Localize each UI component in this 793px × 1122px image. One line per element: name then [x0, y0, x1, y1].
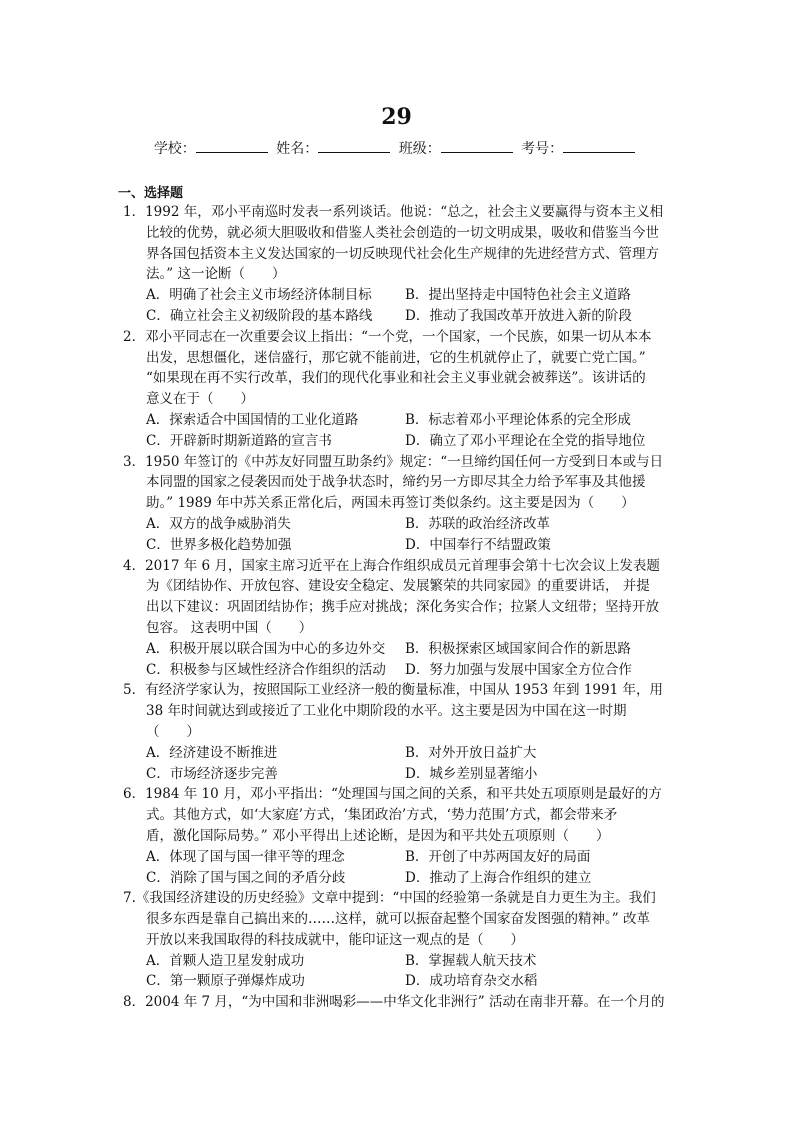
- question-stem-continued: 为《团结协作、开放包容、建设安全稳定、发展繁荣的共同家园》的重要讲话， 并提: [146, 578, 650, 595]
- name-label: 姓名：: [276, 141, 319, 157]
- option-row: [118, 285, 678, 306]
- question-7: [118, 888, 678, 992]
- question-stem-continued: 38 年时间就达到或接近了工业化中期阶段的水平。这主要是因为中国在这一时期: [146, 703, 627, 720]
- question-stem: 6．1984 年 10 月，邓小平指出：“处理国与国之间的关系，和平共处五项原则是最好的方: [123, 786, 662, 803]
- answer-option[interactable]: A．经济建设不断推进: [146, 744, 278, 761]
- question-stem: 7.《我国经济建设的历史经验》文章中提到：“中国的经验第一条就是自力更生为主。我们: [123, 890, 656, 907]
- exam-number-label: 考号：: [521, 141, 564, 157]
- question-stem-continued: 包容。 这表明中国（ ）: [146, 619, 313, 636]
- question-6: [118, 784, 678, 888]
- answer-option[interactable]: B．开创了中苏两国友好的局面: [405, 848, 591, 865]
- option-row: [118, 431, 678, 452]
- option-row: [118, 410, 678, 431]
- question-stem-continued: “如果现在再不实行改革，我们的现代化事业和社会主义事业就会被葬送”。该讲话的: [146, 370, 646, 387]
- exam-number-blank[interactable]: [563, 138, 635, 153]
- question-3: [118, 452, 678, 556]
- option-row: [118, 951, 678, 972]
- student-info-row: [0, 138, 793, 158]
- question-stem-continued: 式。其他方式，如‘大家庭’方式，‘集团政治’方式，‘势力范围’方式，都会带来矛: [146, 807, 618, 824]
- question-stem-continued: 比较的优势，就必须大胆吸收和借鉴人类社会创造的一切文明成果，吸收和借鉴当今世: [146, 224, 659, 241]
- name-blank[interactable]: [318, 138, 390, 153]
- question-stem-continued: （ ）: [146, 723, 200, 740]
- answer-option[interactable]: D．推动了我国改革开放进入新的阶段: [405, 307, 632, 324]
- answer-option[interactable]: C．消除了国与国之间的矛盾分歧: [146, 869, 346, 886]
- option-row: [118, 639, 678, 660]
- question-stem-continued: 助。” 1989 年中苏关系正常化后，两国未再签订类似条约。这主要是因为（ ）: [146, 495, 635, 512]
- answer-option[interactable]: C．第一颗原子弹爆炸成功: [146, 973, 305, 990]
- question-stem-continued: 本同盟的国家之侵袭因而处于战争状态时，缔约另一方即尽其全力给予军事及其他援: [146, 474, 646, 491]
- answer-option[interactable]: C．确立社会主义初级阶段的基本路线: [146, 307, 373, 324]
- section-heading: 一、选择题: [118, 186, 184, 201]
- question-5: [118, 680, 678, 784]
- option-row: [118, 971, 678, 992]
- answer-option[interactable]: B．苏联的政治经济改革: [405, 515, 550, 532]
- question-8: [118, 992, 678, 1013]
- question-stem-continued: 盾，激化国际局势。” 邓小平得出上述论断，是因为和平共处五项原则（ ）: [146, 827, 610, 844]
- question-stem: 8．2004 年 7 月，“为中国和非洲喝彩——中华文化非洲行” 活动在南非开幕。在一个月的: [123, 994, 665, 1011]
- question-stem: 5．有经济学家认为，按照国际工业经济一般的衡量标准，中国从 1953 年到 1991 年，用: [123, 682, 663, 699]
- answer-option[interactable]: A．明确了社会主义市场经济体制目标: [146, 287, 372, 304]
- question-stem-continued: 意义在于（ ）: [146, 391, 254, 408]
- answer-option[interactable]: B．积极探索区域国家间合作的新思路: [405, 640, 631, 657]
- answer-option[interactable]: B．标志着邓小平理论体系的完全形成: [405, 411, 631, 428]
- answer-option[interactable]: C．积极参与区域性经济合作组织的活动: [146, 661, 386, 678]
- answer-option[interactable]: D．中国奉行不结盟政策: [405, 536, 551, 553]
- option-row: [118, 764, 678, 785]
- answer-option[interactable]: D．推动了上海合作组织的建立: [405, 869, 592, 886]
- answer-option[interactable]: A．双方的战争威胁消失: [146, 515, 291, 532]
- answer-option[interactable]: B．提出坚持走中国特色社会主义道路: [405, 287, 631, 304]
- answer-option[interactable]: B．掌握载人航天技术: [405, 952, 537, 969]
- question-stem-continued: 很多东西是靠自己搞出来的……这样，就可以振奋起整个国家奋发图强的精神。” 改革: [146, 911, 650, 928]
- answer-option[interactable]: D．确立了邓小平理论在全党的指导地位: [405, 432, 646, 449]
- answer-option[interactable]: D．城乡差别显著缩小: [405, 765, 538, 782]
- question-stem-continued: 界各国包括资本主义发达国家的一切反映现代社会化生产规律的先进经营方式、管理方: [146, 245, 659, 262]
- answer-option[interactable]: A．探索适合中国国情的工业化道路: [146, 411, 359, 428]
- question-stem-continued: 出发，思想僵化，迷信盛行，那它就不能前进，它的生机就停止了，就要亡党亡国。”: [146, 349, 646, 366]
- answer-option[interactable]: C．开辟新时期新道路的宣言书: [146, 432, 332, 449]
- school-blank[interactable]: [196, 138, 268, 153]
- class-label: 班级：: [398, 141, 441, 157]
- question-stem: 3．1950 年签订的《中苏友好同盟互助条约》规定：“一旦缔约国任何一方受到日本或与日: [123, 453, 664, 470]
- option-row: [118, 847, 678, 868]
- option-row: [118, 514, 678, 535]
- question-stem: 4．2017 年 6 月，国家主席习近平在上海合作组织成员元首理事会第十七次会议上发表题: [123, 557, 660, 574]
- answer-option[interactable]: B．对外开放日益扩大: [405, 744, 537, 761]
- answer-option[interactable]: C．世界多极化趋势加强: [146, 536, 292, 553]
- school-label: 学校：: [153, 141, 196, 157]
- answer-option[interactable]: C．市场经济逐步完善: [146, 765, 278, 782]
- class-blank[interactable]: [441, 138, 513, 153]
- question-stem: 2．邓小平同志在一次重要会议上指出：“一个党，一个国家，一个民族，如果一切从本本: [123, 328, 652, 345]
- answer-option[interactable]: A．体现了国与国一律平等的理念: [146, 848, 345, 865]
- answer-option[interactable]: D．成功培育杂交水稻: [405, 973, 538, 990]
- question-1: [118, 202, 678, 327]
- option-row: [118, 306, 678, 327]
- question-list: [118, 202, 678, 1013]
- answer-option[interactable]: A．首颗人造卫星发射成功: [146, 952, 305, 969]
- option-row: [118, 868, 678, 889]
- answer-option[interactable]: D．努力加强与发展中国家全方位合作: [405, 661, 632, 678]
- option-row: [118, 535, 678, 556]
- question-stem-continued: 法。” 这一论断（ ）: [146, 266, 286, 283]
- option-row: [118, 743, 678, 764]
- question-2: [118, 327, 678, 452]
- question-stem-continued: 开放以来我国取得的科技成就中，能印证这一观点的是（ ）: [146, 931, 524, 948]
- page-title: 29: [381, 104, 412, 130]
- question-stem-continued: 出以下建议：巩固团结协作；携手应对挑战；深化务实合作；拉紧人文纽带；坚持开放: [146, 599, 659, 616]
- question-4: [118, 556, 678, 681]
- question-stem: 1．1992 年，邓小平南巡时发表一系列谈话。他说：“总之，社会主义要赢得与资本主义相: [123, 204, 664, 220]
- answer-option[interactable]: A．积极开展以联合国为中心的多边外交: [146, 640, 386, 657]
- option-row: [118, 660, 678, 681]
